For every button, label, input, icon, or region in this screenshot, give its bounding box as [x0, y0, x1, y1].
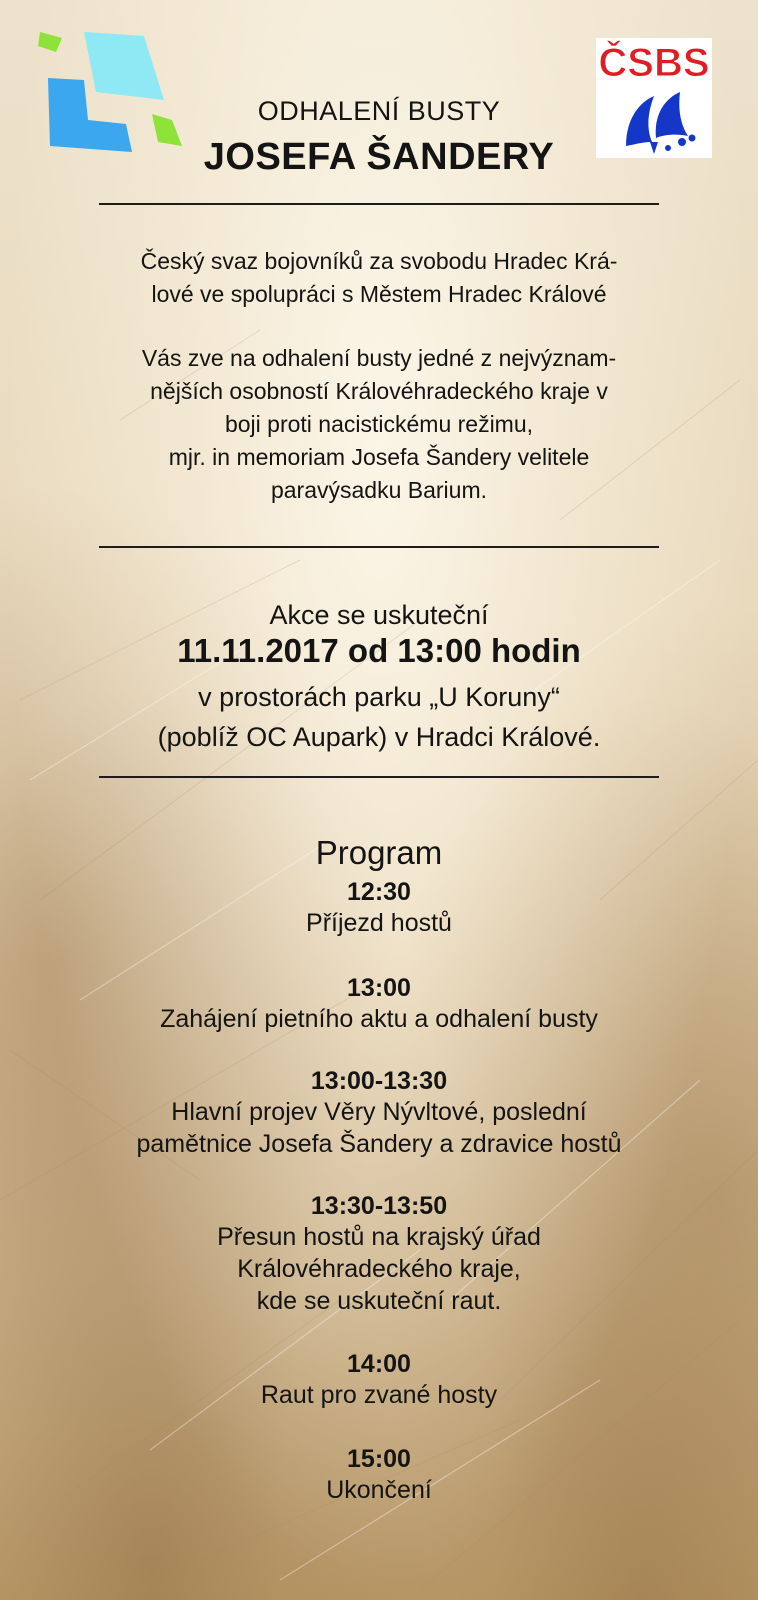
- divider-3: [99, 776, 659, 778]
- intro-p1-line: Český svaz bojovníků za svobodu Hradec Krá-: [140, 248, 618, 274]
- event-place-line: v prostorách parku „U Koruny“: [198, 682, 560, 712]
- program-item-time: 14:00: [347, 1350, 411, 1378]
- intro-p2-line: nějších osobností Královéhradeckého kraje v: [150, 378, 608, 404]
- program-item-desc: Raut pro zvané hosty: [260, 1381, 498, 1409]
- title-line-1: ODHALENÍ BUSTY: [257, 96, 501, 126]
- title-line-2: JOSEFA ŠANDERY: [203, 136, 555, 178]
- program-item-desc: Přesun hostů na krajský úřad: [217, 1223, 541, 1251]
- intro-p1-line: lové ve spolupráci s Městem Hradec Králové: [151, 281, 607, 307]
- event-place-line: (poblíž OC Aupark) v Hradci Králové.: [157, 722, 601, 752]
- event-datetime: 11.11.2017 od 13:00 hodin: [177, 632, 581, 669]
- svg-text:ČSBS: ČSBS: [598, 41, 710, 85]
- event-intro: Akce se uskuteční: [269, 600, 489, 630]
- program-item: [0, 974, 758, 1035]
- event-place: [0, 677, 758, 757]
- program-item: [0, 1350, 758, 1411]
- program-item-desc: Ukončení: [326, 1476, 432, 1504]
- program-item-desc: Zahájení pietního aktu a odhalení busty: [160, 1005, 598, 1033]
- program-item: [0, 1445, 758, 1506]
- intro-p2-line: Vás zve na odhalení busty jedné z nejvýznam-: [141, 345, 617, 371]
- program-item-time: 13:00: [347, 974, 411, 1002]
- intro-p2-line: mjr. in memoriam Josefa Šandery velitele: [168, 444, 590, 470]
- divider-2: [99, 546, 659, 548]
- program-item-desc: Hlavní projev Věry Nývltové, poslední: [171, 1098, 587, 1126]
- intro-paragraph-2: [0, 342, 758, 507]
- intro-paragraph-1: [0, 245, 758, 311]
- program-item: [0, 1192, 758, 1317]
- program-item-desc: pamětnice Josefa Šandery a zdravice hostů: [136, 1130, 622, 1158]
- program-item-desc: kde se uskuteční raut.: [256, 1287, 502, 1315]
- intro-p2-line: paravýsadku Barium.: [270, 477, 488, 503]
- program-item-desc: Příjezd hostů: [306, 909, 452, 937]
- program-item-time: 13:30-13:50: [310, 1192, 448, 1220]
- divider-1: [99, 203, 659, 205]
- intro-p2-line: boji proti nacistickému režimu,: [224, 411, 534, 437]
- program-title: Program: [315, 834, 443, 871]
- program-item: [0, 1067, 758, 1160]
- program-item-desc: Královéhradeckého kraje,: [237, 1255, 521, 1283]
- program-item-time: 13:00-13:30: [310, 1067, 448, 1095]
- program-item: [0, 878, 758, 939]
- program-item-time: 15:00: [347, 1445, 411, 1473]
- program-item-time: 12:30: [347, 878, 411, 906]
